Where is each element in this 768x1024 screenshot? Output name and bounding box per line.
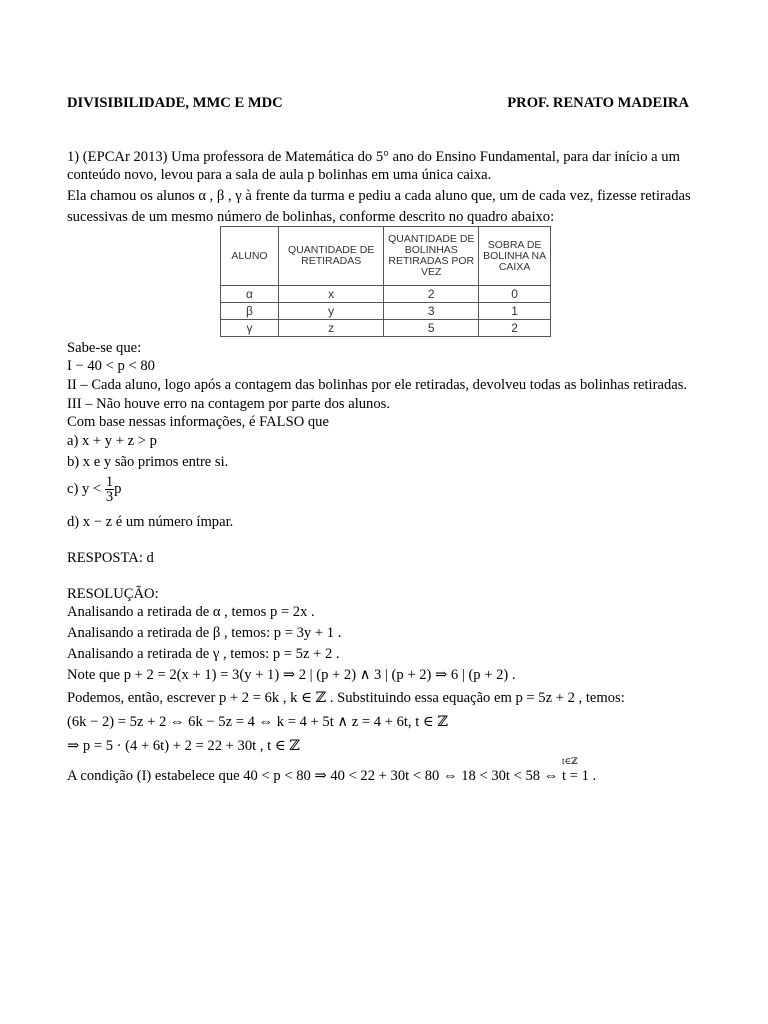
table-cell: 0 [479, 286, 551, 303]
option-d: d) x − z é um número ímpar. [67, 514, 234, 530]
option-a: a) x + y + z > p [67, 433, 157, 449]
resolution-line: ⇒ p = 5 · (4 + 6t) + 2 = 22 + 30t , t ∈ ℤ [67, 738, 300, 754]
question-prompt: Com base nessas informações, é FALSO que [67, 414, 329, 430]
table-header-row [221, 227, 551, 286]
data-table [220, 226, 551, 337]
table-cell: γ [221, 320, 279, 337]
table-header-cell: SOBRA DE BOLINHA NA CAIXA [479, 227, 551, 286]
fraction-numerator: 1 [105, 474, 114, 490]
condition-item: II – Cada aluno, logo após a contagem das bolinhas por ele retiradas, devolveu todas as bolinhas retiradas. [67, 377, 688, 393]
question-line: sucessivas de um mesmo número de bolinhas, conforme descrito no quadro abaixo: [67, 209, 555, 225]
table-header-cell: QUANTIDADE DE BOLINHAS RETIRADAS POR VEZ [384, 227, 479, 286]
table-row [221, 286, 551, 303]
table-cell: α [221, 286, 279, 303]
resolution-line: Analisando a retirada de β , temos: p = 3y + 1 . [67, 625, 342, 641]
table-cell: x [279, 286, 384, 303]
resolution-line: Analisando a retirada de α , temos p = 2x . [67, 604, 315, 620]
table-cell: 5 [384, 320, 479, 337]
table-cell: 2 [479, 320, 551, 337]
resolution-line: Podemos, então, escrever p + 2 = 6k , k ∈ ℤ . Substituindo essa equação em p = 5z + 2 , temos: [67, 690, 625, 706]
arrow-annotation: t∈ℤ [562, 756, 578, 766]
table-cell: y [279, 303, 384, 320]
resolution-line: A condição (I) estabelece que 40 < p < 80 ⇒ 40 < 22 + 30t < 80 ⇔ 18 < 30t < 58 ⇔ t = 1 . [67, 768, 597, 784]
option-c-prefix: c) y < [67, 480, 102, 497]
option-b: b) x e y são primos entre si. [67, 454, 229, 470]
resolution-line: Analisando a retirada de γ , temos: p = 5z + 2 . [67, 646, 340, 662]
conditions-intro: Sabe-se que: [67, 340, 142, 356]
table-cell: 1 [479, 303, 551, 320]
question-line: conteúdo novo, levou para a sala de aula p bolinhas em uma única caixa. [67, 167, 492, 183]
question-line: Ela chamou os alunos α , β , γ à frente da turma e pediu a cada aluno que, um de cada vez, fizesse retiradas [67, 188, 691, 204]
document-title: DIVISIBILIDADE, MMC E MDC [67, 95, 283, 111]
table-cell: z [279, 320, 384, 337]
fraction [105, 475, 114, 504]
answer: RESPOSTA: d [67, 550, 154, 566]
question-line: 1) (EPCAr 2013) Uma professora de Matemática do 5° ano do Ensino Fundamental, para dar início a um [67, 149, 680, 165]
table-row [221, 320, 551, 337]
resolution-title: RESOLUÇÃO: [67, 586, 159, 602]
fraction-denominator: 3 [105, 489, 114, 505]
table-cell: 2 [384, 286, 479, 303]
author-name: PROF. RENATO MADEIRA [507, 95, 689, 111]
resolution-line: (6k − 2) = 5z + 2 ⇔ 6k − 5z = 4 ⇔ k = 4 + 5t ∧ z = 4 + 6t, t ∈ ℤ [67, 714, 449, 730]
table-cell: β [221, 303, 279, 320]
option-c-suffix: p [114, 480, 122, 497]
table-header-cell: QUANTIDADE DE RETIRADAS [279, 227, 384, 286]
condition-item: III – Não houve erro na contagem por parte dos alunos. [67, 396, 390, 412]
table-header-cell: ALUNO [221, 227, 279, 286]
resolution-line: Note que p + 2 = 2(x + 1) = 3(y + 1) ⇒ 2 | (p + 2) ∧ 3 | (p + 2) ⇒ 6 | (p + 2) . [67, 667, 516, 683]
table-cell: 3 [384, 303, 479, 320]
table-row [221, 303, 551, 320]
condition-item: I − 40 < p < 80 [67, 358, 155, 374]
option-c [67, 475, 121, 504]
